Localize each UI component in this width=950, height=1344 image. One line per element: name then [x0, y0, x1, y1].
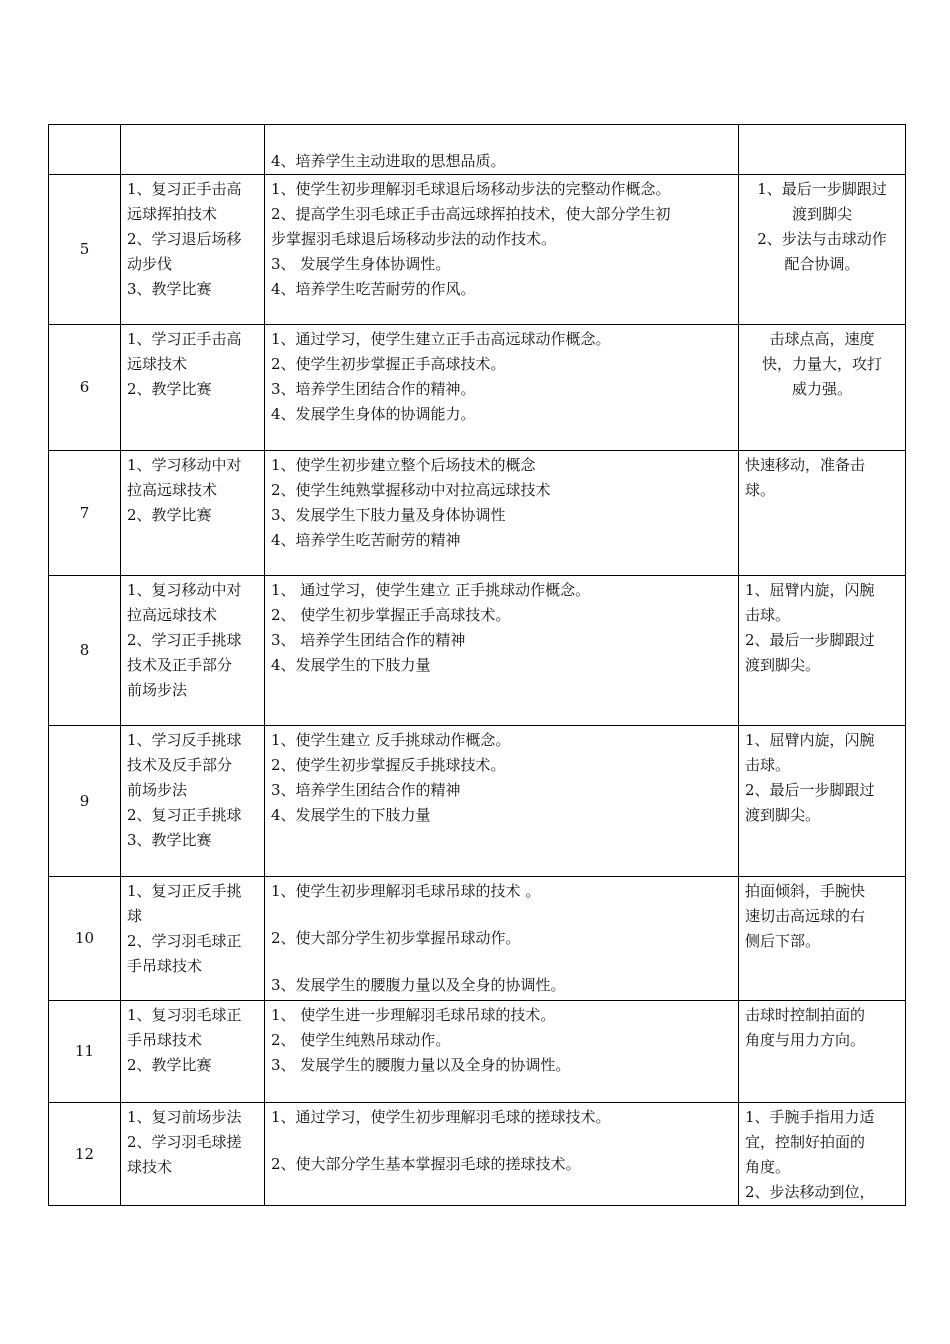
- objective-line: 3、发展学生的腰腹力量以及全身的协调性。: [271, 976, 566, 994]
- objective-line: 2、 使学生纯熟吊球动作。: [271, 1031, 451, 1049]
- content-line: 1、学习反手挑球: [127, 731, 242, 749]
- content-line: 1、学习移动中对: [127, 456, 242, 474]
- lesson-number-cell: [49, 125, 121, 175]
- objective-line: 3、培养学生团结合作的精神。: [271, 380, 476, 398]
- objective-line: 1、使学生建立 反手挑球动作概念。: [271, 731, 511, 749]
- keypoint-line: 1、手腕手指用力适: [745, 1108, 875, 1126]
- objectives-cell: [265, 576, 739, 726]
- keypoints-cell: [739, 576, 906, 726]
- keypoints-cell: [739, 451, 906, 576]
- objective-line: 2、提高学生羽毛球正手击高远球挥拍技术，使大部分学生初: [271, 205, 671, 223]
- lesson-number-cell: [49, 1103, 121, 1206]
- content-cell: [121, 726, 265, 877]
- objectives-cell: [265, 325, 739, 451]
- content-line: 拉高远球技术: [127, 606, 218, 624]
- table-row: [49, 1001, 906, 1103]
- content-line: 1、复习前场步法: [127, 1108, 242, 1126]
- keypoint-line: 1、屈臂内旋，闪腕: [745, 731, 875, 749]
- content-cell: [121, 576, 265, 726]
- content-line: 技术及反手部分: [127, 756, 233, 774]
- lesson-number-cell: [49, 726, 121, 877]
- table-row: [49, 175, 906, 325]
- objective-line: 2、使学生初步掌握反手挑球技术。: [271, 756, 506, 774]
- table-row: [49, 125, 906, 175]
- keypoint-line: 击球点高，速度: [769, 330, 875, 348]
- content-line: 2、教学比赛: [127, 506, 212, 524]
- objective-line: 4、发展学生的下肢力量: [271, 806, 431, 824]
- lesson-number-cell: [49, 877, 121, 1001]
- content-line: 拉高远球技术: [127, 481, 218, 499]
- objective-line: [271, 951, 732, 973]
- objectives-cell: [265, 1103, 739, 1206]
- content-line: 1、复习羽毛球正: [127, 1006, 242, 1024]
- keypoints-cell: [739, 1103, 906, 1206]
- lesson-number-cell: [49, 175, 121, 325]
- content-line: 1、学习正手击高: [127, 330, 242, 348]
- objective-line: 2、使学生纯熟掌握移动中对拉高远球技术: [271, 481, 551, 499]
- objective-line: 1、通过学习，使学生建立正手击高远球动作概念。: [271, 330, 611, 348]
- keypoints-cell: [739, 1001, 906, 1103]
- lesson-number: 11: [74, 1042, 95, 1060]
- content-cell: [121, 1001, 265, 1103]
- objective-line: 1、 通过学习，使学生建立 正手挑球动作概念。: [271, 581, 591, 599]
- keypoint-line: 1、屈臂内旋，闪腕: [745, 581, 875, 599]
- objective-line: 3、 发展学生身体协调性。: [271, 255, 451, 273]
- content-line: 远球技术: [127, 355, 188, 373]
- keypoint-line: 渡到脚尖。: [745, 806, 821, 824]
- objectives-cell: [265, 125, 739, 175]
- objective-line: 3、 培养学生团结合作的精神: [271, 631, 466, 649]
- lesson-number: 9: [79, 791, 90, 810]
- lesson-number-cell: [49, 451, 121, 576]
- objective-line: 4、发展学生的下肢力量: [271, 656, 431, 674]
- objective-line: 4、培养学生吃苦耐劳的精神: [271, 531, 461, 549]
- content-line: 动步伐: [127, 255, 173, 273]
- content-line: 手吊球技术: [127, 1031, 203, 1049]
- objective-line: 2、使大部分学生基本掌握羽毛球的搓球技术。: [271, 1155, 581, 1173]
- lesson-number-cell: [49, 325, 121, 451]
- content-line: 2、学习正手挑球: [127, 631, 242, 649]
- content-line: 2、学习羽毛球正: [127, 932, 242, 950]
- objectives-cell: [265, 175, 739, 325]
- lesson-number-cell: [49, 1001, 121, 1103]
- objective-line: 2、使学生初步掌握正手高球技术。: [271, 355, 506, 373]
- keypoint-line: 快速移动，准备击: [745, 456, 866, 474]
- content-line: 前场步法: [127, 781, 188, 799]
- table-row: [49, 576, 906, 726]
- lesson-number: 8: [79, 641, 90, 659]
- keypoint-line: 球。: [745, 481, 776, 499]
- keypoint-line: 角度与用力方向。: [745, 1031, 866, 1049]
- objectives-cell: [265, 726, 739, 877]
- objective-line: 2、 使学生初步掌握正手高球技术。: [271, 606, 511, 624]
- keypoint-line: 拍面倾斜，手腕快: [745, 882, 866, 900]
- objectives-cell: [265, 877, 739, 1001]
- objective-line: 3、培养学生团结合作的精神: [271, 781, 461, 799]
- lesson-number-cell: [49, 576, 121, 726]
- keypoint-line: 渡到脚尖: [791, 205, 852, 223]
- lesson-number: 5: [79, 240, 90, 258]
- keypoint-line: 击球。: [745, 756, 791, 774]
- objective-line: 1、使学生初步理解羽毛球退后场移动步法的完整动作概念。: [271, 180, 671, 198]
- keypoints-cell: [739, 325, 906, 451]
- keypoint-line: 快，力量大，攻打: [761, 355, 882, 373]
- content-line: 2、教学比赛: [127, 380, 212, 398]
- objective-line: 3、 发展学生的腰腹力量以及全身的协调性。: [271, 1056, 571, 1074]
- lesson-number: 10: [74, 929, 95, 947]
- objective-line: [271, 1130, 732, 1152]
- content-line: 1、复习正手击高: [127, 180, 242, 198]
- content-cell: [121, 1103, 265, 1206]
- objective-line: 1、通过学习，使学生初步理解羽毛球的搓球技术。: [271, 1108, 611, 1126]
- keypoints-cell: [739, 175, 906, 325]
- keypoint-line: 侧后下部。: [745, 932, 821, 950]
- objective-line: 1、使学生初步理解羽毛球吊球的技术 。: [271, 882, 541, 900]
- keypoint-line: 2、步法与击球动作: [757, 230, 887, 248]
- lesson-number: 12: [74, 1144, 95, 1163]
- lesson-number: 7: [79, 503, 90, 522]
- keypoint-line: 配合协调。: [784, 255, 860, 273]
- table-row: [49, 451, 906, 576]
- objective-line: 1、 使学生进一步理解羽毛球吊球的技术。: [271, 1006, 556, 1024]
- keypoint-line: 威力强。: [791, 380, 852, 398]
- objective-line: 2、使大部分学生初步掌握吊球动作。: [271, 929, 521, 947]
- content-line: 2、复习正手挑球: [127, 806, 242, 824]
- content-line: 球: [127, 907, 143, 925]
- lesson-number: 6: [79, 378, 90, 396]
- content-line: 手吊球技术: [127, 957, 203, 975]
- keypoints-cell: [739, 125, 906, 175]
- keypoint-line: 击球时控制拍面的: [745, 1006, 866, 1024]
- content-line: 技术及正手部分: [127, 656, 233, 674]
- content-cell: [121, 451, 265, 576]
- content-cell: [121, 175, 265, 325]
- objective-line: 4、发展学生身体的协调能力。: [271, 405, 476, 423]
- content-cell: [121, 877, 265, 1001]
- table-row: [49, 877, 906, 1001]
- content-line: 1、复习移动中对: [127, 581, 242, 599]
- table-row: [49, 1103, 906, 1206]
- content-line: 前场步法: [127, 681, 188, 699]
- keypoints-cell: [739, 877, 906, 1001]
- keypoint-line: 速切击高远球的右: [745, 907, 866, 925]
- objective-line: 步掌握羽毛球退后场移动步法的动作技术。: [271, 230, 557, 248]
- objective-line: 3、发展学生下肢力量及身体协调性: [271, 506, 506, 524]
- lesson-plan-table: [48, 124, 906, 1206]
- keypoint-line: 2、最后一步脚跟过: [745, 631, 875, 649]
- objective-line: 1、使学生初步建立整个后场技术的概念: [271, 456, 536, 474]
- objectives-cell: [265, 451, 739, 576]
- objectives-cell: [265, 1001, 739, 1103]
- content-cell: [121, 325, 265, 451]
- keypoint-line: 1、最后一步脚跟过: [757, 180, 887, 198]
- keypoint-line: 2、最后一步脚跟过: [745, 781, 875, 799]
- table-row: [49, 726, 906, 877]
- content-line: 远球挥拍技术: [127, 205, 218, 223]
- content-line: 球技术: [127, 1158, 173, 1176]
- keypoint-line: 渡到脚尖。: [745, 656, 821, 674]
- table-row: [49, 325, 906, 451]
- keypoint-line: 2、步法移动到位，: [745, 1183, 875, 1201]
- content-line: 3、教学比赛: [127, 831, 212, 849]
- keypoints-cell: [739, 726, 906, 877]
- objective-line: 4、培养学生主动进取的思想品质。: [271, 152, 506, 170]
- objective-line: [271, 904, 732, 926]
- keypoint-line: 击球。: [745, 606, 791, 624]
- content-line: 1、复习正反手挑: [127, 882, 242, 900]
- content-line: 3、教学比赛: [127, 280, 212, 298]
- content-line: 2、学习退后场移: [127, 230, 242, 248]
- keypoint-line: 角度。: [745, 1158, 791, 1176]
- keypoint-line: 宜，控制好拍面的: [745, 1133, 866, 1151]
- table-body: [49, 125, 906, 1206]
- content-cell: [121, 125, 265, 175]
- content-line: 2、教学比赛: [127, 1056, 212, 1074]
- content-line: 2、学习羽毛球搓: [127, 1133, 242, 1151]
- objective-line: 4、培养学生吃苦耐劳的作风。: [271, 280, 476, 298]
